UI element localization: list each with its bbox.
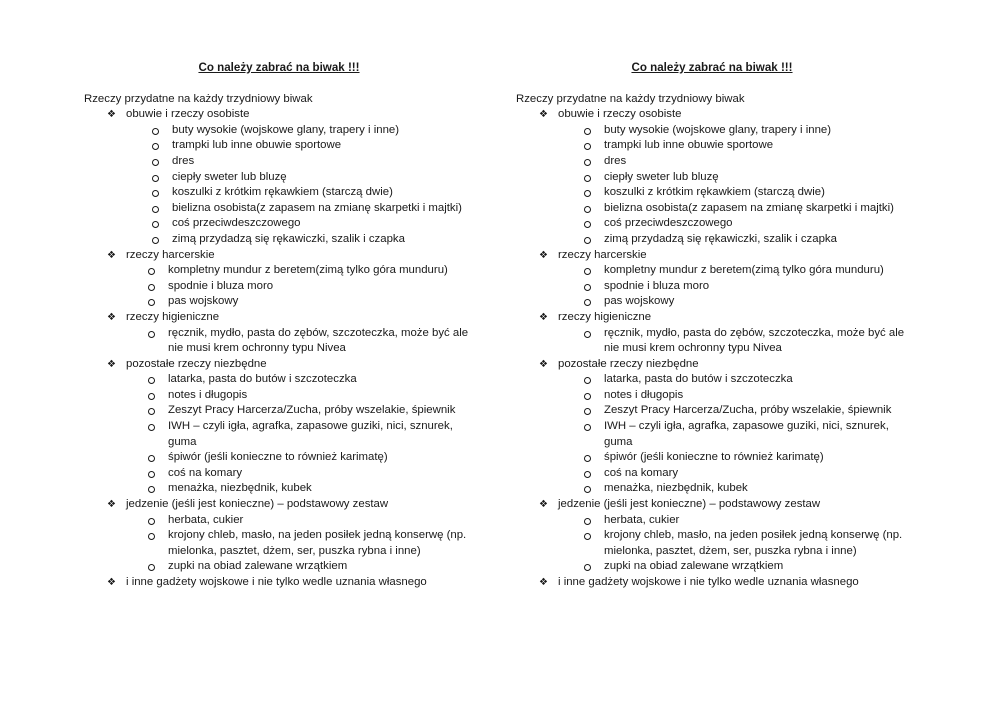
circle-bullet-icon	[148, 486, 155, 493]
circle-bullet-icon	[584, 268, 591, 275]
category-label: rzeczy harcerskie	[126, 248, 215, 261]
list-item: spodnie i bluza moro	[558, 279, 936, 295]
list-item: IWH – czyli igła, agrafka, zapasowe guziki, nici, sznurek, guma	[558, 419, 936, 450]
circle-bullet-icon	[152, 159, 159, 166]
list-item: notes i długopis	[558, 388, 936, 404]
circle-bullet-icon	[584, 175, 591, 182]
circle-bullet-icon	[148, 471, 155, 478]
category-item	[84, 107, 504, 247]
circle-bullet-icon	[584, 128, 591, 135]
checklist-right	[516, 60, 936, 591]
item-list	[558, 513, 936, 575]
circle-bullet-icon	[584, 486, 591, 493]
list-item: herbata, cukier	[558, 513, 936, 529]
category-item	[516, 575, 936, 591]
circle-bullet-icon	[584, 299, 591, 306]
circle-bullet-icon	[148, 455, 155, 462]
list-item: coś przeciwdeszczowego	[126, 216, 504, 232]
circle-bullet-icon	[584, 221, 591, 228]
diamond-bullet-icon: ❖	[107, 311, 116, 323]
circle-bullet-icon	[584, 143, 591, 150]
list-item: spodnie i bluza moro	[126, 279, 504, 295]
circle-bullet-icon	[584, 331, 591, 338]
category-label: jedzenie (jeśli jest konieczne) – podstawowy zestaw	[126, 498, 389, 511]
category-item	[84, 310, 504, 357]
category-item	[84, 248, 504, 310]
checklist-left	[84, 60, 504, 591]
circle-bullet-icon	[584, 284, 591, 291]
item-list	[558, 263, 936, 310]
category-item	[84, 497, 504, 575]
diamond-bullet-icon: ❖	[539, 249, 548, 261]
diamond-bullet-icon: ❖	[539, 358, 548, 370]
circle-bullet-icon	[584, 564, 591, 571]
category-item	[516, 357, 936, 497]
list-item: coś przeciwdeszczowego	[558, 216, 936, 232]
diamond-bullet-icon: ❖	[107, 499, 116, 511]
category-item	[84, 357, 504, 497]
diamond-bullet-icon: ❖	[107, 358, 116, 370]
category-item	[84, 575, 504, 591]
list-item: ręcznik, mydło, pasta do zębów, szczoteczka, może być ale nie musi krem ochronny typu Nivea	[558, 326, 936, 357]
item-list	[126, 513, 504, 575]
circle-bullet-icon	[152, 175, 159, 182]
list-item: ciepły sweter lub bluzę	[558, 170, 936, 186]
checklist-title: Co należy zabrać na biwak !!!	[198, 61, 360, 74]
category-label: pozostałe rzeczy niezbędne	[558, 357, 699, 370]
item-list	[558, 372, 936, 497]
circle-bullet-icon	[584, 237, 591, 244]
list-item: menażka, niezbędnik, kubek	[558, 481, 936, 497]
circle-bullet-icon	[584, 206, 591, 213]
circle-bullet-icon	[148, 393, 155, 400]
list-item: krojony chleb, masło, na jeden posiłek jedną konserwę (np. mielonka, pasztet, dżem, ser, puszka rybna i inne)	[126, 528, 504, 559]
list-item: bielizna osobista(z zapasem na zmianę skarpetki i majtki)	[126, 201, 504, 217]
checklist-title: Co należy zabrać na biwak !!!	[631, 61, 793, 74]
list-item: pas wojskowy	[126, 294, 504, 310]
list-item: coś na komary	[558, 466, 936, 482]
item-list	[558, 326, 936, 357]
item-list	[126, 326, 504, 357]
category-item	[516, 248, 936, 310]
circle-bullet-icon	[152, 190, 159, 197]
list-item: Zeszyt Pracy Harcerza/Zucha, próby wszelakie, śpiewnik	[126, 403, 504, 419]
list-item: buty wysokie (wojskowe glany, trapery i inne)	[126, 123, 504, 139]
circle-bullet-icon	[148, 377, 155, 384]
circle-bullet-icon	[584, 377, 591, 384]
list-item: menażka, niezbędnik, kubek	[126, 481, 504, 497]
diamond-bullet-icon: ❖	[539, 499, 548, 511]
circle-bullet-icon	[148, 284, 155, 291]
list-item: pas wojskowy	[558, 294, 936, 310]
category-label: obuwie i rzeczy osobiste	[558, 108, 682, 121]
list-item: trampki lub inne obuwie sportowe	[558, 138, 936, 154]
category-label: i inne gadżety wojskowe i nie tylko wedle uznania własnego	[126, 576, 427, 588]
category-label: rzeczy higieniczne	[558, 310, 652, 323]
category-label: jedzenie (jeśli jest konieczne) – podstawowy zestaw	[558, 498, 821, 511]
item-list	[126, 123, 504, 248]
list-item: śpiwór (jeśli konieczne to również karimatę)	[126, 450, 504, 466]
list-item: kompletny mundur z beretem(zimą tylko góra munduru)	[558, 263, 936, 279]
diamond-bullet-icon: ❖	[539, 109, 548, 121]
checklist-intro: Rzeczy przydatne na każdy trzydniowy biwak	[84, 92, 313, 105]
circle-bullet-icon	[584, 471, 591, 478]
item-list	[558, 123, 936, 248]
circle-bullet-icon	[584, 518, 591, 525]
list-item: notes i długopis	[126, 388, 504, 404]
item-list	[126, 372, 504, 497]
list-item: krojony chleb, masło, na jeden posiłek jedną konserwę (np. mielonka, pasztet, dżem, ser, puszka rybna i inne)	[558, 528, 936, 559]
circle-bullet-icon	[148, 331, 155, 338]
circle-bullet-icon	[148, 564, 155, 571]
category-label: pozostałe rzeczy niezbędne	[126, 357, 267, 370]
diamond-bullet-icon: ❖	[539, 311, 548, 323]
list-item: ręcznik, mydło, pasta do zębów, szczoteczka, może być ale nie musi krem ochronny typu Nivea	[126, 326, 504, 357]
category-label: rzeczy harcerskie	[558, 248, 647, 261]
circle-bullet-icon	[584, 393, 591, 400]
circle-bullet-icon	[148, 299, 155, 306]
diamond-bullet-icon: ❖	[539, 577, 548, 588]
circle-bullet-icon	[584, 159, 591, 166]
category-item	[516, 310, 936, 357]
circle-bullet-icon	[584, 408, 591, 415]
category-list	[84, 107, 504, 590]
list-item: herbata, cukier	[126, 513, 504, 529]
category-label: obuwie i rzeczy osobiste	[126, 108, 250, 121]
diamond-bullet-icon: ❖	[107, 577, 116, 588]
circle-bullet-icon	[584, 190, 591, 197]
list-item: coś na komary	[126, 466, 504, 482]
list-item: koszulki z krótkim rękawkiem (starczą dwie)	[126, 185, 504, 201]
circle-bullet-icon	[584, 533, 591, 540]
circle-bullet-icon	[148, 268, 155, 275]
list-item: kompletny mundur z beretem(zimą tylko góra munduru)	[126, 263, 504, 279]
list-item: zupki na obiad zalewane wrzątkiem	[126, 559, 504, 575]
list-item: latarka, pasta do butów i szczoteczka	[126, 372, 504, 388]
category-label: i inne gadżety wojskowe i nie tylko wedle uznania własnego	[558, 576, 859, 588]
list-item: ciepły sweter lub bluzę	[126, 170, 504, 186]
list-item: buty wysokie (wojskowe glany, trapery i inne)	[558, 123, 936, 139]
list-item: bielizna osobista(z zapasem na zmianę skarpetki i majtki)	[558, 201, 936, 217]
checklist-intro: Rzeczy przydatne na każdy trzydniowy biwak	[516, 92, 745, 105]
list-item: śpiwór (jeśli konieczne to również karimatę)	[558, 450, 936, 466]
circle-bullet-icon	[152, 206, 159, 213]
circle-bullet-icon	[152, 221, 159, 228]
diamond-bullet-icon: ❖	[107, 109, 116, 121]
list-item: trampki lub inne obuwie sportowe	[126, 138, 504, 154]
item-list	[126, 263, 504, 310]
list-item: zupki na obiad zalewane wrzątkiem	[558, 559, 936, 575]
list-item: Zeszyt Pracy Harcerza/Zucha, próby wszelakie, śpiewnik	[558, 403, 936, 419]
list-item: koszulki z krótkim rękawkiem (starczą dwie)	[558, 185, 936, 201]
circle-bullet-icon	[152, 143, 159, 150]
circle-bullet-icon	[148, 518, 155, 525]
category-list	[516, 107, 936, 590]
circle-bullet-icon	[152, 128, 159, 135]
circle-bullet-icon	[152, 237, 159, 244]
list-item: zimą przydadzą się rękawiczki, szalik i czapka	[126, 232, 504, 248]
category-item	[516, 107, 936, 247]
list-item: latarka, pasta do butów i szczoteczka	[558, 372, 936, 388]
list-item: dres	[126, 154, 504, 170]
diamond-bullet-icon: ❖	[107, 249, 116, 261]
category-label: rzeczy higieniczne	[126, 310, 220, 323]
list-item: IWH – czyli igła, agrafka, zapasowe guziki, nici, sznurek, guma	[126, 419, 504, 450]
circle-bullet-icon	[584, 424, 591, 431]
list-item: dres	[558, 154, 936, 170]
circle-bullet-icon	[148, 533, 155, 540]
list-item: zimą przydadzą się rękawiczki, szalik i czapka	[558, 232, 936, 248]
circle-bullet-icon	[148, 424, 155, 431]
circle-bullet-icon	[148, 408, 155, 415]
category-item	[516, 497, 936, 575]
circle-bullet-icon	[584, 455, 591, 462]
